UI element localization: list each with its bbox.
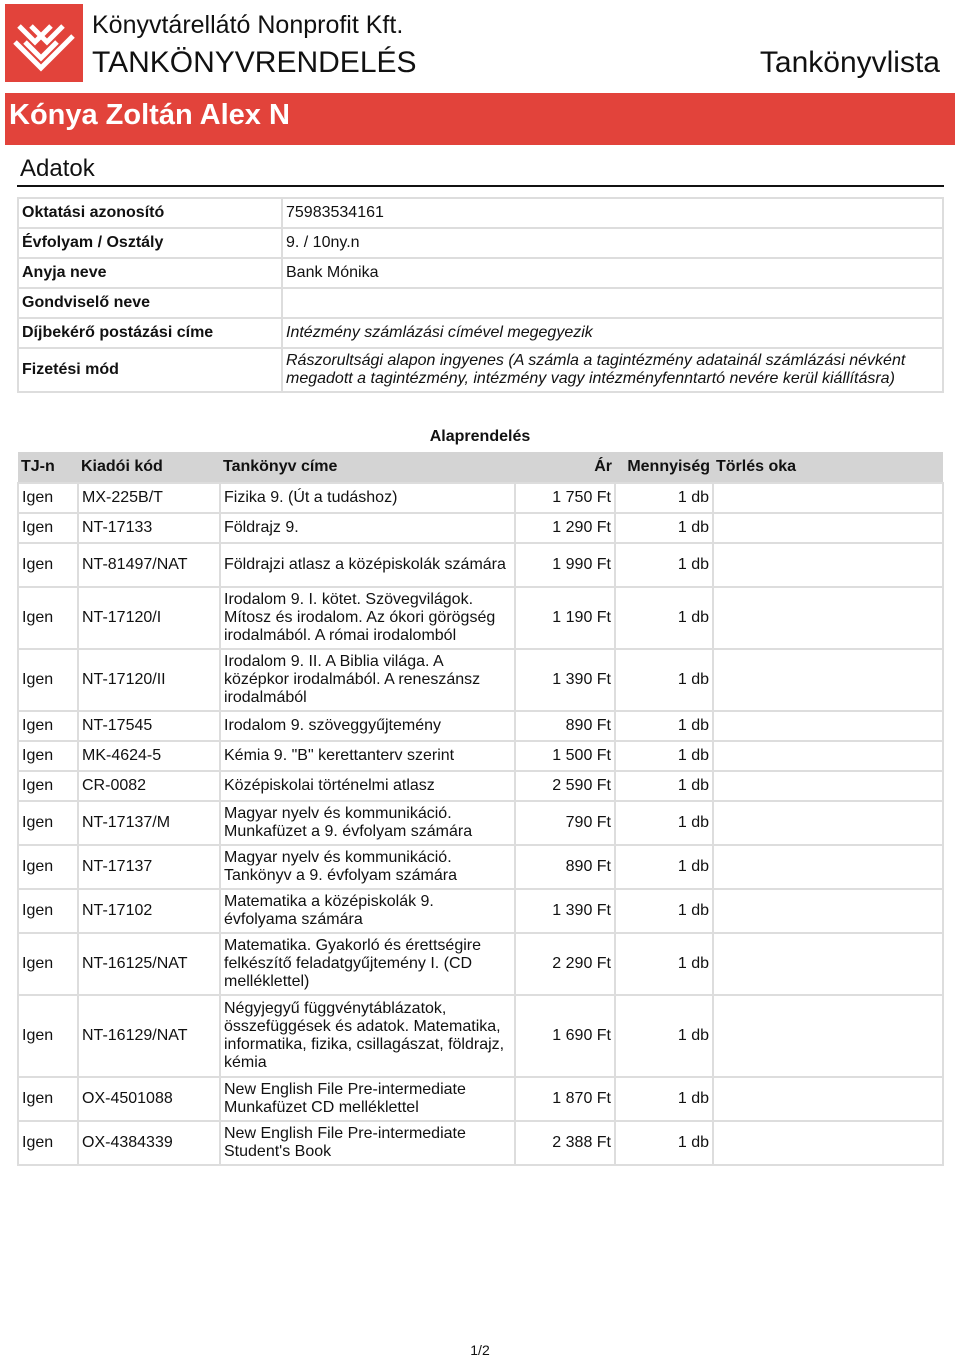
col-title: Tankönyv címe bbox=[220, 452, 515, 483]
row-qty: 1 db bbox=[615, 933, 713, 995]
row-price: 2 590 Ft bbox=[515, 771, 615, 801]
info-label: Fizetési mód bbox=[18, 348, 282, 392]
row-reason bbox=[713, 543, 943, 587]
info-row bbox=[18, 228, 943, 258]
row-tj: Igen bbox=[18, 771, 78, 801]
row-code: NT-81497/NAT bbox=[78, 543, 220, 587]
row-price: 1 870 Ft bbox=[515, 1077, 615, 1121]
row-tj: Igen bbox=[18, 1121, 78, 1165]
row-code: NT-17133 bbox=[78, 513, 220, 543]
row-price: 1 500 Ft bbox=[515, 741, 615, 771]
company-logo bbox=[5, 4, 83, 82]
row-code: CR-0082 bbox=[78, 771, 220, 801]
orders-header-row bbox=[18, 452, 943, 483]
table-row bbox=[18, 801, 943, 845]
section-title-adatok: Adatok bbox=[20, 155, 95, 182]
col-price: Ár bbox=[515, 452, 615, 483]
row-title: Földrajz 9. bbox=[220, 513, 515, 543]
info-value: 75983534161 bbox=[282, 198, 943, 228]
row-tj: Igen bbox=[18, 1077, 78, 1121]
row-title: Magyar nyelv és kommunikáció. Tankönyv a 9. évfolyam számára bbox=[220, 845, 515, 889]
row-title: New English File Pre-intermediate Munkafüzet CD melléklettel bbox=[220, 1077, 515, 1121]
row-price: 1 290 Ft bbox=[515, 513, 615, 543]
row-price: 1 750 Ft bbox=[515, 483, 615, 513]
info-label: Díjbekérő postázási címe bbox=[18, 318, 282, 348]
row-reason bbox=[713, 649, 943, 711]
logo-chevron-icon bbox=[5, 4, 83, 82]
row-code: NT-17137/M bbox=[78, 801, 220, 845]
table-row bbox=[18, 771, 943, 801]
row-code: NT-17120/I bbox=[78, 587, 220, 649]
row-reason bbox=[713, 711, 943, 741]
table-row bbox=[18, 513, 943, 543]
row-reason bbox=[713, 1121, 943, 1165]
page-number: 1/2 bbox=[470, 1342, 490, 1358]
row-qty: 1 db bbox=[615, 587, 713, 649]
row-qty: 1 db bbox=[615, 801, 713, 845]
row-reason bbox=[713, 995, 943, 1077]
row-tj: Igen bbox=[18, 889, 78, 933]
row-code: NT-17137 bbox=[78, 845, 220, 889]
row-title: Négyjegyű függvénytáblázatok, összefüggések és adatok. Matematika, informatika, fizika, csillagászat, földrajz, kémia bbox=[220, 995, 515, 1077]
row-price: 2 290 Ft bbox=[515, 933, 615, 995]
row-title: Matematika a középiskolák 9. évfolyama számára bbox=[220, 889, 515, 933]
row-tj: Igen bbox=[18, 933, 78, 995]
row-title: Kémia 9. "B" kerettanterv szerint bbox=[220, 741, 515, 771]
student-name: Kónya Zoltán Alex N bbox=[9, 99, 290, 131]
col-reason: Törlés oka bbox=[713, 452, 943, 483]
row-reason bbox=[713, 771, 943, 801]
table-row bbox=[18, 587, 943, 649]
row-qty: 1 db bbox=[615, 741, 713, 771]
row-title: Földrajzi atlasz a középiskolák számára bbox=[220, 543, 515, 587]
info-value: Intézmény számlázási címével megegyezik bbox=[282, 318, 943, 348]
info-label: Gondviselő neve bbox=[18, 288, 282, 318]
info-value: 9. / 10ny.n bbox=[282, 228, 943, 258]
info-value: Bank Mónika bbox=[282, 258, 943, 288]
col-qty: Mennyiség bbox=[615, 452, 713, 483]
info-label: Anyja neve bbox=[18, 258, 282, 288]
row-qty: 1 db bbox=[615, 1121, 713, 1165]
row-reason bbox=[713, 1077, 943, 1121]
row-qty: 1 db bbox=[615, 1077, 713, 1121]
row-reason bbox=[713, 889, 943, 933]
row-reason bbox=[713, 483, 943, 513]
row-price: 1 190 Ft bbox=[515, 587, 615, 649]
row-reason bbox=[713, 513, 943, 543]
table-row bbox=[18, 1121, 943, 1165]
info-label: Évfolyam / Osztály bbox=[18, 228, 282, 258]
row-reason bbox=[713, 801, 943, 845]
info-row bbox=[18, 288, 943, 318]
row-qty: 1 db bbox=[615, 711, 713, 741]
col-tj: TJ-n bbox=[18, 452, 78, 483]
row-tj: Igen bbox=[18, 741, 78, 771]
section-divider bbox=[17, 185, 944, 187]
row-code: OX-4384339 bbox=[78, 1121, 220, 1165]
row-qty: 1 db bbox=[615, 995, 713, 1077]
row-title: Matematika. Gyakorló és érettségire felkészítő feladatgyűjtemény I. (CD melléklettel) bbox=[220, 933, 515, 995]
row-tj: Igen bbox=[18, 801, 78, 845]
student-info-table bbox=[17, 197, 944, 393]
row-tj: Igen bbox=[18, 711, 78, 741]
row-code: NT-17120/II bbox=[78, 649, 220, 711]
row-price: 2 388 Ft bbox=[515, 1121, 615, 1165]
student-banner bbox=[5, 93, 955, 145]
row-reason bbox=[713, 741, 943, 771]
row-price: 1 990 Ft bbox=[515, 543, 615, 587]
col-code: Kiadói kód bbox=[78, 452, 220, 483]
row-title: Irodalom 9. szöveggyűjtemény bbox=[220, 711, 515, 741]
row-price: 1 690 Ft bbox=[515, 995, 615, 1077]
row-price: 890 Ft bbox=[515, 711, 615, 741]
row-tj: Igen bbox=[18, 587, 78, 649]
row-title: Irodalom 9. I. kötet. Szövegvilágok. Mítosz és irodalom. Az ókori görögség irodalmából. A római irodalomból bbox=[220, 587, 515, 649]
row-tj: Igen bbox=[18, 513, 78, 543]
organization-name: Könyvtárellátó Nonprofit Kft. bbox=[92, 11, 404, 39]
info-label: Oktatási azonosító bbox=[18, 198, 282, 228]
info-row bbox=[18, 348, 943, 392]
row-title: Középiskolai történelmi atlasz bbox=[220, 771, 515, 801]
table-row bbox=[18, 649, 943, 711]
table-row bbox=[18, 995, 943, 1077]
row-qty: 1 db bbox=[615, 889, 713, 933]
orders-table bbox=[17, 452, 944, 1166]
table-row bbox=[18, 543, 943, 587]
orders-title: Alaprendelés bbox=[429, 428, 531, 445]
row-price: 890 Ft bbox=[515, 845, 615, 889]
document-title: Tankönyvlista bbox=[759, 46, 940, 79]
row-qty: 1 db bbox=[615, 845, 713, 889]
table-row bbox=[18, 933, 943, 995]
row-code: NT-16125/NAT bbox=[78, 933, 220, 995]
row-code: NT-16129/NAT bbox=[78, 995, 220, 1077]
row-reason bbox=[713, 933, 943, 995]
row-price: 1 390 Ft bbox=[515, 649, 615, 711]
table-row bbox=[18, 889, 943, 933]
row-qty: 1 db bbox=[615, 513, 713, 543]
row-reason bbox=[713, 587, 943, 649]
table-row bbox=[18, 711, 943, 741]
table-row bbox=[18, 1077, 943, 1121]
row-title: Fizika 9. (Út a tudáshoz) bbox=[220, 483, 515, 513]
row-tj: Igen bbox=[18, 543, 78, 587]
info-row bbox=[18, 198, 943, 228]
row-tj: Igen bbox=[18, 649, 78, 711]
table-row bbox=[18, 741, 943, 771]
row-title: Irodalom 9. II. A Biblia világa. A középkor irodalmából. A reneszánsz irodalmából bbox=[220, 649, 515, 711]
row-price: 1 390 Ft bbox=[515, 889, 615, 933]
row-tj: Igen bbox=[18, 845, 78, 889]
row-title: Magyar nyelv és kommunikáció. Munkafüzet a 9. évfolyam számára bbox=[220, 801, 515, 845]
row-price: 790 Ft bbox=[515, 801, 615, 845]
row-qty: 1 db bbox=[615, 543, 713, 587]
info-row bbox=[18, 318, 943, 348]
info-row bbox=[18, 258, 943, 288]
row-code: MK-4624-5 bbox=[78, 741, 220, 771]
row-qty: 1 db bbox=[615, 483, 713, 513]
row-code: OX-4501088 bbox=[78, 1077, 220, 1121]
row-code: NT-17545 bbox=[78, 711, 220, 741]
info-value bbox=[282, 288, 943, 318]
table-row bbox=[18, 845, 943, 889]
row-title: New English File Pre-intermediate Student's Book bbox=[220, 1121, 515, 1165]
row-reason bbox=[713, 845, 943, 889]
table-row bbox=[18, 483, 943, 513]
row-tj: Igen bbox=[18, 995, 78, 1077]
document-subtitle: TANKÖNYVRENDELÉS bbox=[92, 46, 417, 79]
row-qty: 1 db bbox=[615, 771, 713, 801]
row-code: MX-225B/T bbox=[78, 483, 220, 513]
row-tj: Igen bbox=[18, 483, 78, 513]
row-qty: 1 db bbox=[615, 649, 713, 711]
row-code: NT-17102 bbox=[78, 889, 220, 933]
info-value: Rászorultsági alapon ingyenes (A számla a tagintézmény adatainál számlázási névként megadott a tagintézmény, intézmény vagy intézményfenntartó nevére kerül kiállításra) bbox=[282, 348, 943, 392]
